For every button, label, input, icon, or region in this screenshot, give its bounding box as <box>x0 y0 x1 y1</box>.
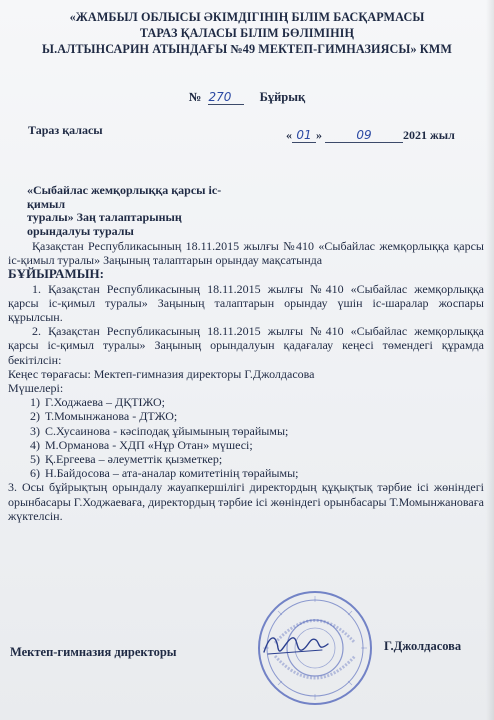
item-1-number: 1. <box>32 281 41 296</box>
order-number-label: № <box>188 90 202 104</box>
date-open-quote: « <box>286 128 292 142</box>
member-number: 1) <box>30 395 40 410</box>
title-line-1: «Сыбайлас жемқорлыққа қарсы іс-қимыл <box>27 183 222 211</box>
members-label: Мүшелері: <box>8 381 64 396</box>
member-item <box>8 395 484 409</box>
member-item <box>8 424 484 438</box>
order-number-value: 270 <box>208 90 244 105</box>
order-item-3: 3. Осы бұйрықтың орындалу жауапкершілігі директордың құқықтық тәрбие ісі жөніндегі орынбасары Г.Ходжаеваға, директордың тәрбие ісі жөніндегі орынбасары Т.Момынжановаға жүктелсін. <box>8 480 484 523</box>
member-item <box>8 452 484 466</box>
title-line-3: орындалуы туралы <box>27 223 134 238</box>
letterhead-line-1: «ЖАМБЫЛ ОБЛЫСЫ ӘКІМДІГІНІҢ БІЛІМ БАСҚАРМАСЫ <box>69 10 425 24</box>
member-number: 5) <box>30 452 40 467</box>
letterhead-line-2: ТАРАЗ ҚАЛАСЫ БІЛІМ БӨЛІМІНІҢ <box>139 26 355 40</box>
order-item-1 <box>8 282 484 325</box>
order-title <box>27 184 257 238</box>
member-text: Т.Момынжанова - ДТЖО; <box>45 409 178 424</box>
item-2-text: Қазақстан Республикасының 18.11.2015 жылғы №410 «Сыбайлас жемқорлыққа қарсы іс-қимыл туралы» Заңының орындалуын қадағалау кеңесі төмендегі құрамда бекітілсін: <box>8 324 485 367</box>
order-body <box>8 239 484 523</box>
page-edge-shadow <box>486 0 494 720</box>
member-number: 2) <box>30 409 40 424</box>
order-item-2 <box>8 324 484 367</box>
item-2-number: 2. <box>32 324 41 339</box>
order-directive: БҰЙЫРАМЫН: <box>8 266 105 282</box>
member-number: 3) <box>30 423 40 438</box>
signatory-name: Г.Джолдасова <box>384 639 462 653</box>
letterhead-line-3: Ы.АЛТЫНСАРИН АТЫНДАҒЫ №49 МЕКТЕП-ГИМНАЗИЯСЫ» КММ <box>42 42 452 56</box>
member-item <box>8 409 484 423</box>
member-number: 6) <box>30 466 40 481</box>
letterhead <box>0 9 494 57</box>
member-text: М.Орманова - ХДП «Нұр Отан» мүшесі; <box>45 437 253 452</box>
title-line-2: туралы» Заң талаптарының <box>27 210 182 224</box>
order-date <box>286 128 455 143</box>
date-month: 09 <box>325 128 403 143</box>
date-close-quote: » <box>316 128 322 142</box>
handwritten-signature <box>262 630 332 660</box>
intro-paragraph: Қазақстан Республикасының 18.11.2015 жылғы №410 «Сыбайлас жемқорлыққа қарсы іс-қимыл туралы» Заңының талаптарын орындау мақсатында <box>8 239 484 268</box>
item-1-text: Қазақстан Республикасының 18.11.2015 жылғы №410 «Сыбайлас жемқорлыққа қарсы іс-қимыл туралы» Заңының талаптарын орындау үшін іс-шаралар жоспары құрылсын. <box>8 281 485 325</box>
order-heading <box>0 90 494 105</box>
member-text: Г.Ходжаева – ДҚТІЖО; <box>45 395 165 410</box>
member-number: 4) <box>30 437 40 452</box>
date-day: 01 <box>292 128 316 143</box>
member-text: С.Хусаинова - кәсіподақ ұйымының төрайымы; <box>45 423 289 438</box>
member-text: Н.Байдосова – ата-аналар комитетінің төрайымы; <box>45 466 299 481</box>
city-name: Тараз қаласы <box>28 123 103 137</box>
member-item <box>8 438 484 452</box>
council-chair: Кеңес төрағасы: Мектеп-гимназия директоры Г.Джолдасова <box>8 366 315 381</box>
signatory-position: Мектеп-гимназия директоры <box>10 645 177 659</box>
member-item <box>8 466 484 480</box>
member-text: Қ.Ергеева – әлеуметтік қызметкер; <box>45 452 223 467</box>
order-type: Бұйрық <box>259 90 306 104</box>
date-year: 2021 жыл <box>403 128 455 142</box>
